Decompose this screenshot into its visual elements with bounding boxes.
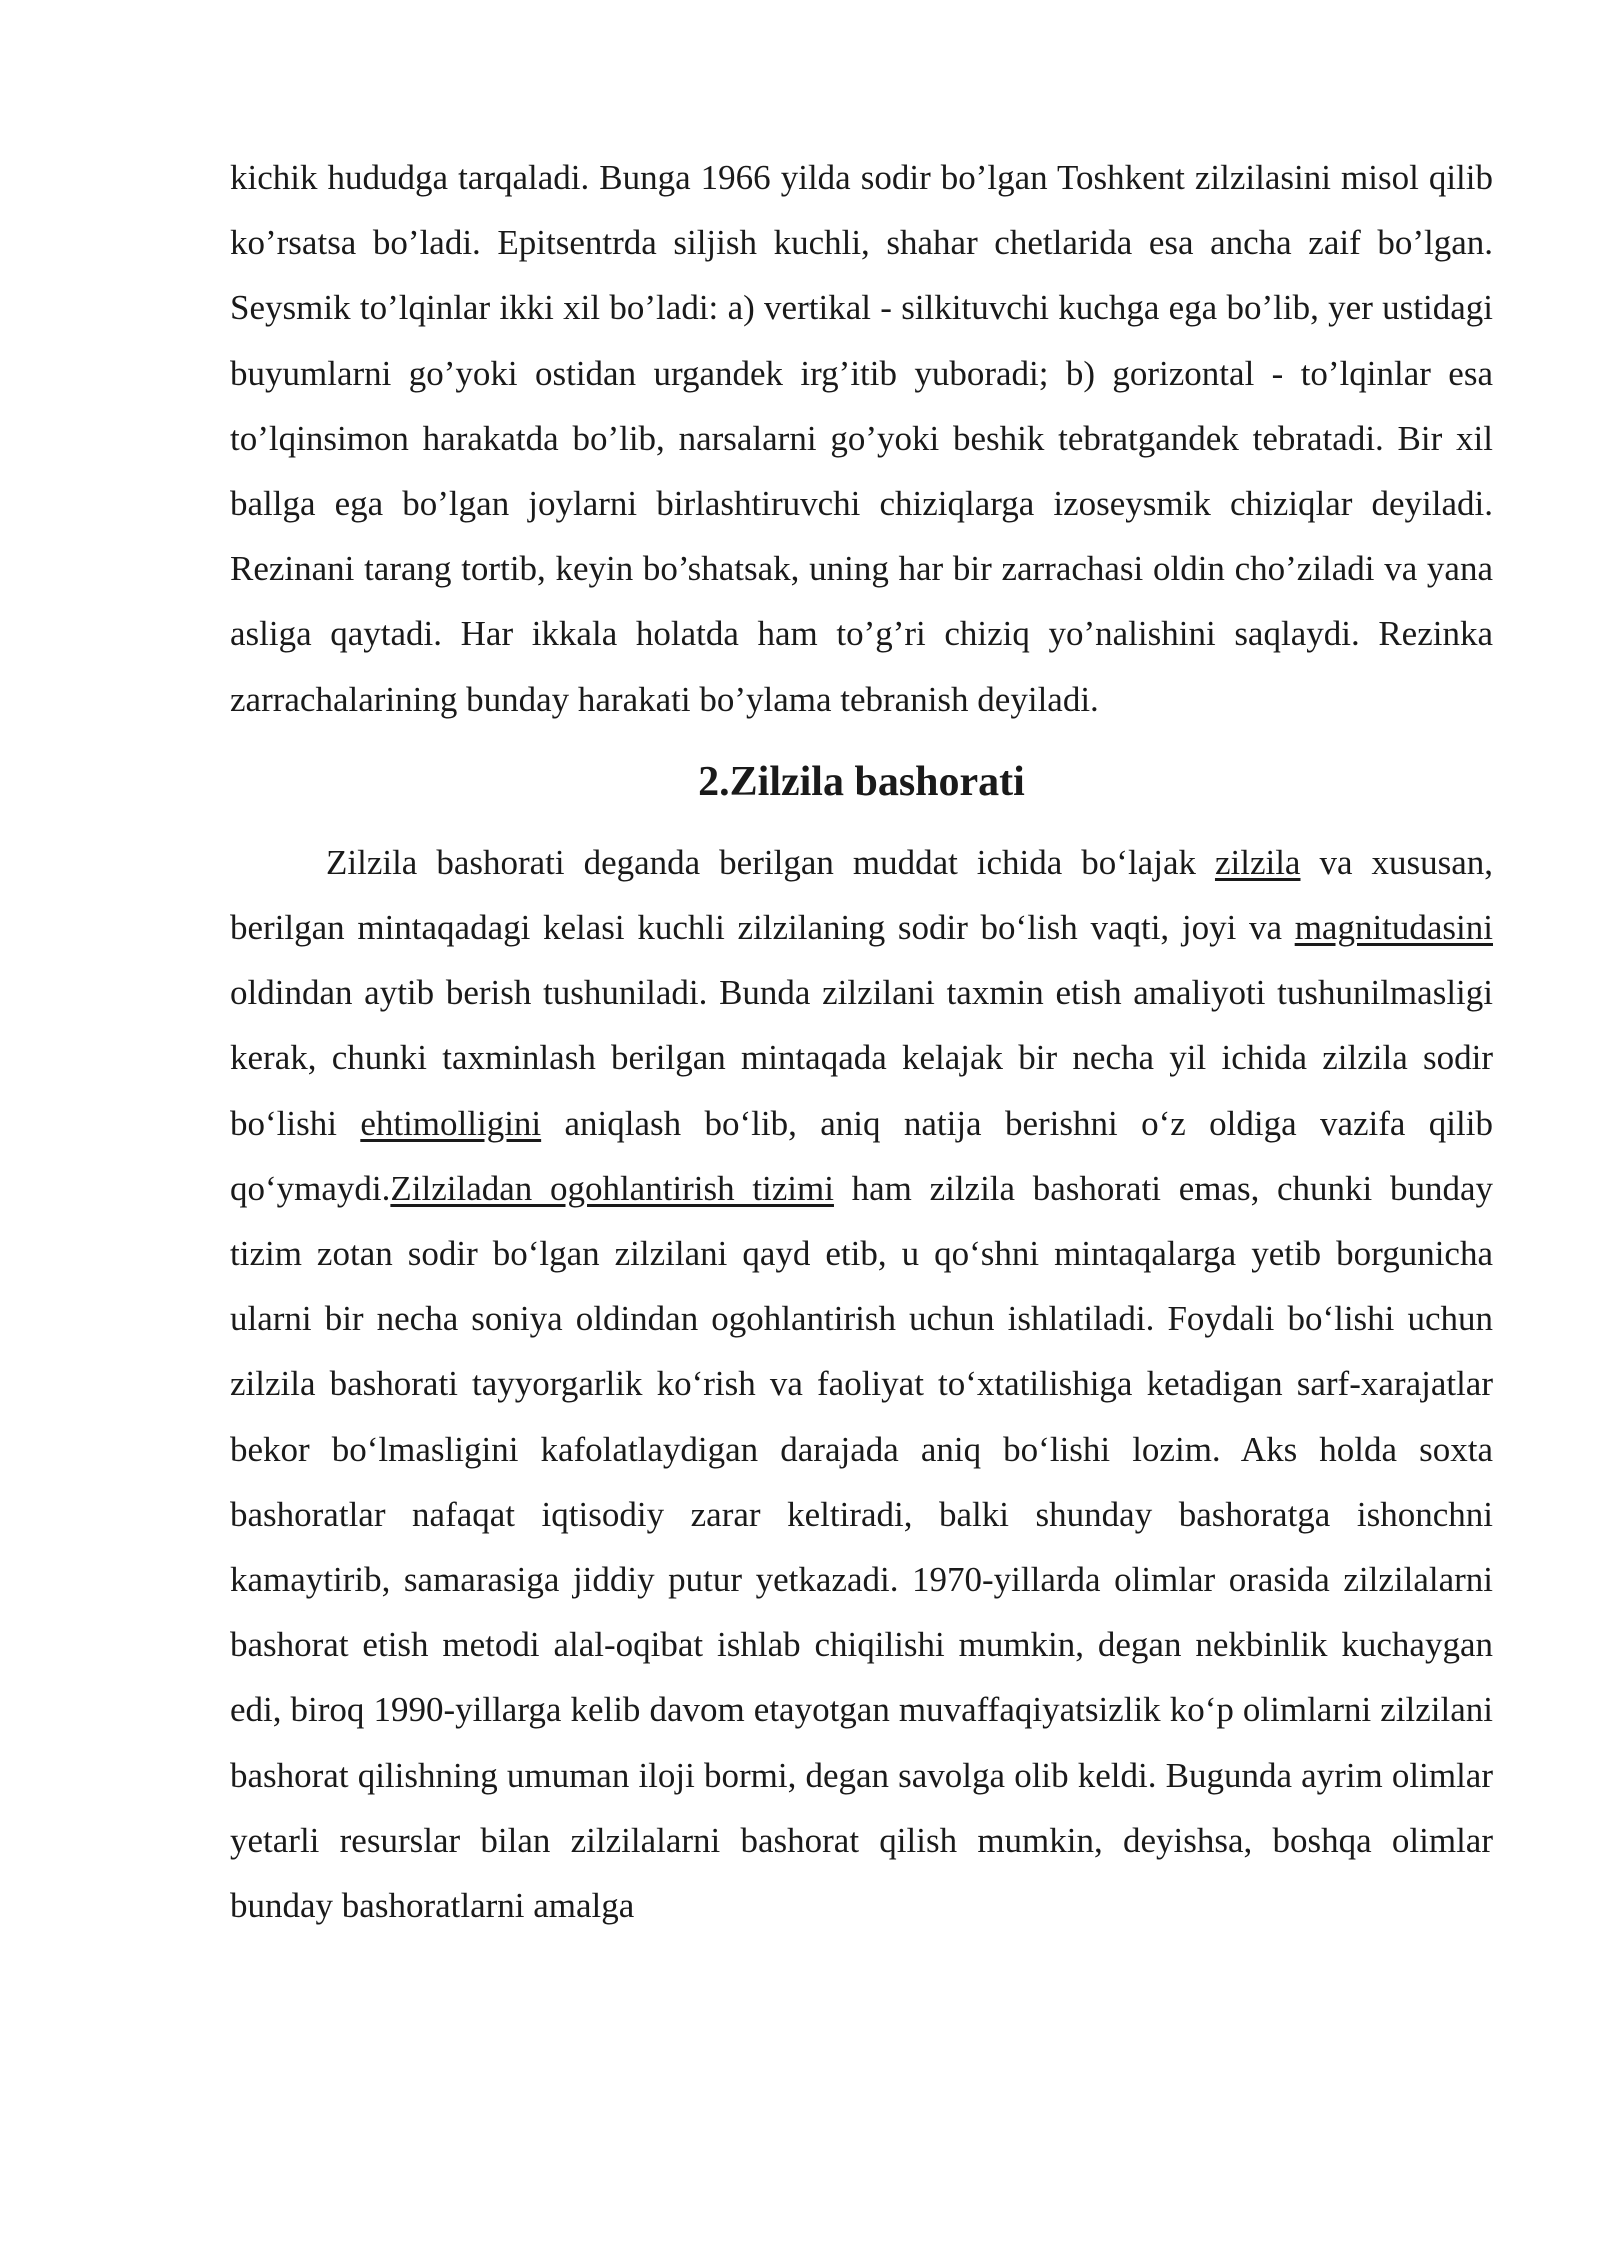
link-ehtimolligini[interactable]: ehtimolligini	[360, 1103, 542, 1143]
paragraph-text-1: Zilzila bashorati deganda berilgan muddat ichida bo‘lajak	[326, 842, 1215, 882]
section-heading: 2.Zilzila bashorati	[698, 758, 1025, 805]
paragraph-text-4: aniqlash bo‘lib, aniq natija berishni o‘z oldiga vazifa qilib qo‘ymaydi.	[230, 1103, 1493, 1208]
link-magnitudasini[interactable]: magnitudasini	[1294, 908, 1493, 948]
paragraph-seismic-waves: kichik hududga tarqaladi. Bunga 1966 yilda sodir bo’lgan Toshkent zilzilasini misol qilib ko’rsatsa bo’ladi. Epitsentrda siljish kuchli, shahar chetlarida esa ancha zaif bo’lgan. Seysmik to’lqinlar ikki xil bo’ladi: a) vertikal - silkituvchi kuchga ega bo’lib, yer ustidagi buyumlarni go’yoki ostidan urgandek irg’itib yuboradi; b) gorizontal - to’lqinlar esa to’lqinsimon harakatda bo’lib, narsalarni go’yoki beshik tebratgandek tebratadi. Bir xil ballga ega bo’lgan joylarni birlashtiruvchi chiziqlarga izoseysmik chiziqlar deyiladi. Rezinani tarang tortib, keyin bo’shatsak, uning har bir zarrachasi oldin cho’ziladi va yana asliga qaytadi. Har ikkala holatda ham to’g’ri chiziq yo’nalishini saqlaydi. Rezinka zarrachalarining bunday harakati bo’ylama tebranish deyiladi.	[230, 158, 1493, 719]
paragraph-text-2: va xususan, berilgan mintaqadagi kelasi kuchli zilzilaning sodir bo‘lish vaqti, joyi va	[230, 842, 1494, 948]
paragraph-text-3: oldindan aytib berish tushuniladi. Bunda zilzilani taxmin etish amaliyoti tushunilmasligi kerak, chunki taxminlash berilgan mintaqada kelajak bir necha yil ichida zilzila sodir bo‘lishi	[230, 973, 1493, 1143]
link-warning-system[interactable]: Zilziladan ogohlantirish tizimi	[390, 1168, 834, 1208]
paragraph-earthquake-prediction	[230, 830, 1493, 1938]
link-zilzila[interactable]: zilzila	[1214, 842, 1301, 882]
paragraph-text-5: ham zilzila bashorati emas, chunki bunday tizim zotan sodir bo‘lgan zilzilani qayd etib, u qo‘shni mintaqalarga yetib borgunicha ularni bir necha soniya oldindan ogohlantirish uchun ishlatiladi. Foydali bo‘lishi uchun zilzila bashorati tayyorgarlik ko‘rish va faoliyat to‘xtatilishiga ketadigan sarf-xarajatlar bekor bo‘lmasligini kafolatlaydigan darajada aniq bo‘lishi lozim. Aks holda soxta bashoratlar nafaqat iqtisodiy zarar keltiradi, balki shunday bashoratga ishonchni kamaytirib, samarasiga jiddiy putur yetkazadi. 1970-yillarda olimlar orasida zilzilalarni bashorat etish metodi alal-oqibat ishlab chiqilishi mumkin, degan nekbinlik kuchaygan edi, biroq 1990-yillarga kelib davom etayotgan muvaffaqiyatsizlik ko‘p olimlarni zilzilani bashorat qilishning umuman iloji bormi, degan savolga olib keldi. Bugunda ayrim olimlar yetarli resurslar bilan zilzilalarni bashorat qilish mumkin, deyishsa, boshqa olimlar bunday bashoratlarni amalga	[230, 1168, 1493, 1926]
document-page	[230, 145, 1493, 1938]
